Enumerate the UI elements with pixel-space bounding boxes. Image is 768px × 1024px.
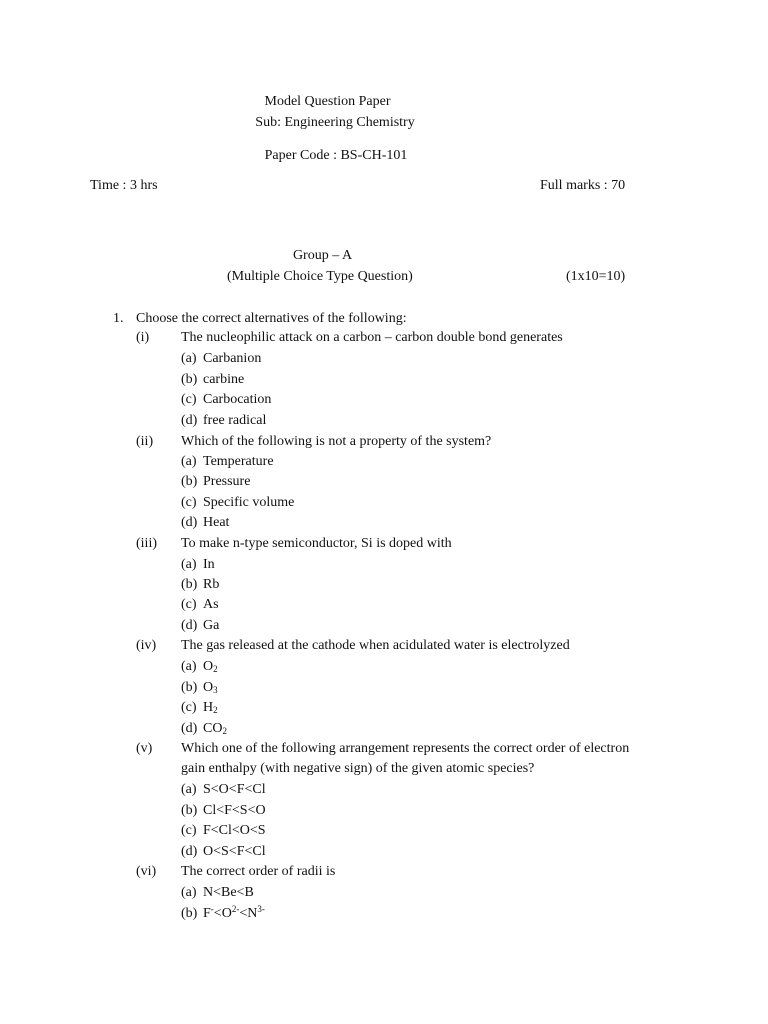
option-text: In xyxy=(203,557,215,572)
option-text: S<O<F<Cl xyxy=(203,782,266,797)
option-text: free radical xyxy=(203,413,267,428)
subquestion-text: To make n-type semiconductor, Si is doped with xyxy=(181,536,452,551)
subquestion-number: (vi) xyxy=(136,864,157,879)
option-label: (a) xyxy=(181,782,197,797)
option-label: (a) xyxy=(181,351,197,366)
option-text: Carbanion xyxy=(203,351,262,366)
option-text: Specific volume xyxy=(203,495,295,510)
option-label: (b) xyxy=(181,474,198,489)
option-label: (c) xyxy=(181,823,197,838)
option-text xyxy=(203,700,218,716)
option-text: Temperature xyxy=(203,454,274,469)
option-text: Rb xyxy=(203,577,220,592)
option-label: (b) xyxy=(181,372,198,387)
option-label: (d) xyxy=(181,413,198,428)
option-label: (b) xyxy=(181,906,198,921)
option-label: (b) xyxy=(181,680,198,695)
option-label: (b) xyxy=(181,803,198,818)
option-label: (d) xyxy=(181,618,198,633)
question-instruction: Choose the correct alternatives of the following: xyxy=(136,311,407,326)
formula-base: CO xyxy=(203,721,223,736)
subquestion-text: Which one of the following arrangement represents the correct order of electron xyxy=(181,741,630,756)
subquestion-text-continued: gain enthalpy (with negative sign) of the given atomic species? xyxy=(181,761,535,776)
option-text xyxy=(203,680,218,696)
paper-subject: Sub: Engineering Chemistry xyxy=(255,115,415,130)
subquestion-text: Which of the following is not a property of the system? xyxy=(181,434,492,449)
option-text: Cl<F<S<O xyxy=(203,803,266,818)
formula-base: <N xyxy=(239,906,258,921)
option-label: (a) xyxy=(181,454,197,469)
option-label: (c) xyxy=(181,700,197,715)
formula-subscript: 2 xyxy=(213,664,218,674)
option-text: O<S<F<Cl xyxy=(203,844,266,859)
formula-base: O xyxy=(203,659,214,674)
option-text: Heat xyxy=(203,515,230,530)
option-label: (a) xyxy=(181,557,197,572)
option-label: (c) xyxy=(181,495,197,510)
group-type: (Multiple Choice Type Question) xyxy=(227,269,413,284)
option-label: (d) xyxy=(181,844,198,859)
option-text: F<Cl<O<S xyxy=(203,823,266,838)
formula-superscript: 3- xyxy=(257,904,265,914)
option-label: (c) xyxy=(181,392,197,407)
formula-subscript: 3 xyxy=(213,685,218,695)
option-text: N<Be<B xyxy=(203,885,254,900)
option-text: As xyxy=(203,597,219,612)
subquestion-text: The correct order of radii is xyxy=(181,864,336,879)
formula-base: F xyxy=(203,906,211,921)
option-text: carbine xyxy=(203,372,245,387)
formula-subscript: 2 xyxy=(213,705,218,715)
formula-subscript: 2 xyxy=(222,726,227,736)
option-text xyxy=(203,721,227,737)
formula-base: <O xyxy=(213,906,232,921)
formula-superscript: - xyxy=(210,904,214,914)
option-label: (c) xyxy=(181,597,197,612)
group-marks: (1x10=10) xyxy=(566,269,626,284)
option-text: Carbocation xyxy=(203,392,272,407)
option-label: (d) xyxy=(181,515,198,530)
formula-base: O xyxy=(203,680,214,695)
subquestion-text: The nucleophilic attack on a carbon – carbon double bond generates xyxy=(181,330,563,345)
option-label: (a) xyxy=(181,885,197,900)
subquestion-text: The gas released at the cathode when acidulated water is electrolyzed xyxy=(181,638,570,653)
option-label: (d) xyxy=(181,721,198,736)
paper-title: Model Question Paper xyxy=(264,94,391,109)
formula-base: H xyxy=(203,700,214,715)
time-allowed: Time : 3 hrs xyxy=(90,178,158,193)
group-heading: Group – A xyxy=(292,248,353,263)
subquestion-number: (iii) xyxy=(136,536,157,551)
question-number: 1. xyxy=(113,311,124,326)
option-text: Pressure xyxy=(203,474,251,489)
full-marks: Full marks : 70 xyxy=(540,178,626,193)
option-text: Ga xyxy=(203,618,220,633)
subquestion-number: (ii) xyxy=(136,434,154,449)
option-text xyxy=(203,906,265,922)
formula-superscript: 2- xyxy=(231,904,240,914)
option-label: (b) xyxy=(181,577,198,592)
subquestion-number: (i) xyxy=(136,330,150,345)
paper-code: Paper Code : BS-CH-101 xyxy=(264,148,408,163)
subquestion-number: (v) xyxy=(136,741,153,756)
subquestion-number: (iv) xyxy=(136,638,157,653)
option-text xyxy=(203,659,218,675)
option-label: (a) xyxy=(181,659,197,674)
